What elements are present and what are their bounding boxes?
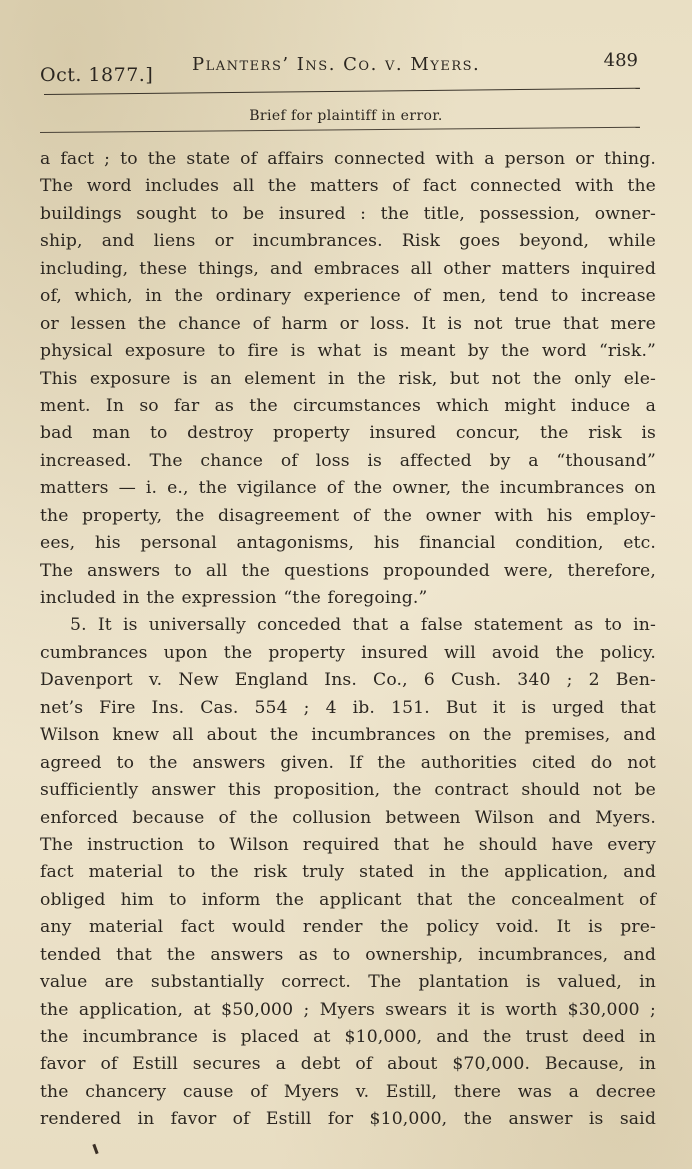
text-line: or lessen the chance of harm or loss. It is not true that mere [40, 313, 656, 334]
text-line: favor of Estill secures a debt of about $70,000. Because, in [40, 1054, 656, 1075]
text-line: physical exposure to fire is what is meant by the word “risk.” [40, 341, 656, 362]
text-line: the chancery cause of Myers v. Estill, there was a decree [40, 1081, 656, 1102]
text-line: 5. It is universally conceded that a false statement as to in- [70, 615, 656, 636]
text-line: Davenport v. New England Ins. Co., 6 Cush. 340 ; 2 Ben- [40, 670, 656, 691]
text-line: ment. In so far as the circumstances which might induce a [40, 395, 656, 416]
text-line: The instruction to Wilson required that he should have every [40, 834, 656, 855]
page-number: 489 [603, 50, 638, 71]
body-text [40, 146, 656, 1134]
text-line: matters — i. e., the vigilance of the owner, the incumbrances on [40, 478, 656, 499]
text-line: the property, the disagreement of the owner with his employ- [40, 505, 656, 526]
text-line: The answers to all the questions propounded were, therefore, [40, 560, 656, 581]
text-line: cumbrances upon the property insured will avoid the policy. [40, 642, 656, 663]
text-line: buildings sought to be insured : the title, possession, owner- [40, 203, 656, 224]
text-line: net’s Fire Ins. Cas. 554 ; 4 ib. 151. But it is urged that [40, 697, 656, 718]
text-line: value are substantially correct. The plantation is valued, in [40, 972, 656, 993]
text-line: fact material to the risk truly stated in the application, and [40, 862, 656, 883]
text-line: ees, his personal antagonisms, his financial condition, etc. [40, 533, 656, 554]
text-line: ship, and liens or incumbrances. Risk goes beyond, while [40, 231, 656, 252]
header-rule [44, 88, 640, 95]
text-line: included in the expression “the foregoing.” [40, 588, 428, 608]
text-line: obliged him to inform the applicant that the concealment of [40, 889, 656, 910]
text-line: This exposure is an element in the risk, but not the only ele- [40, 368, 656, 389]
text-line: of, which, in the ordinary experience of men, tend to increase [40, 286, 656, 307]
header-date: Oct. 1877.] [40, 64, 154, 86]
text-line: bad man to destroy property insured concur, the risk is [40, 423, 656, 444]
text-line: Wilson knew all about the incumbrances on the premises, and [40, 725, 656, 746]
header-case-title: Planters’ Ins. Co. v. Myers. [192, 54, 481, 75]
text-line: rendered in favor of Estill for $10,000, the answer is said [40, 1109, 656, 1130]
text-line: including, these things, and embraces all other matters inquired [40, 258, 656, 279]
text-line: agreed to the answers given. If the authorities cited do not [40, 752, 656, 773]
text-line: increased. The chance of loss is affected by a “thousand” [40, 450, 656, 471]
text-line: the application, at $50,000 ; Myers swears it is worth $30,000 ; [40, 999, 656, 1020]
text-line: The word includes all the matters of fact connected with the [40, 176, 656, 197]
text-line: the incumbrance is placed at $10,000, and the trust deed in [40, 1027, 656, 1047]
text-line: enforced because of the collusion between Wilson and Myers. [40, 807, 656, 828]
section-subheading: Brief for plaintiff in error. [249, 108, 443, 124]
text-line: tended that the answers as to ownership, incumbrances, and [40, 944, 656, 965]
text-line: any material fact would render the policy void. It is pre- [40, 917, 656, 938]
running-head [40, 48, 650, 88]
subheading-rule [40, 127, 640, 133]
text-line: a fact ; to the state of affairs connected with a person or thing. [40, 149, 656, 169]
ink-mark [92, 1144, 98, 1154]
text-line: sufficiently answer this proposition, the contract should not be [40, 780, 656, 801]
